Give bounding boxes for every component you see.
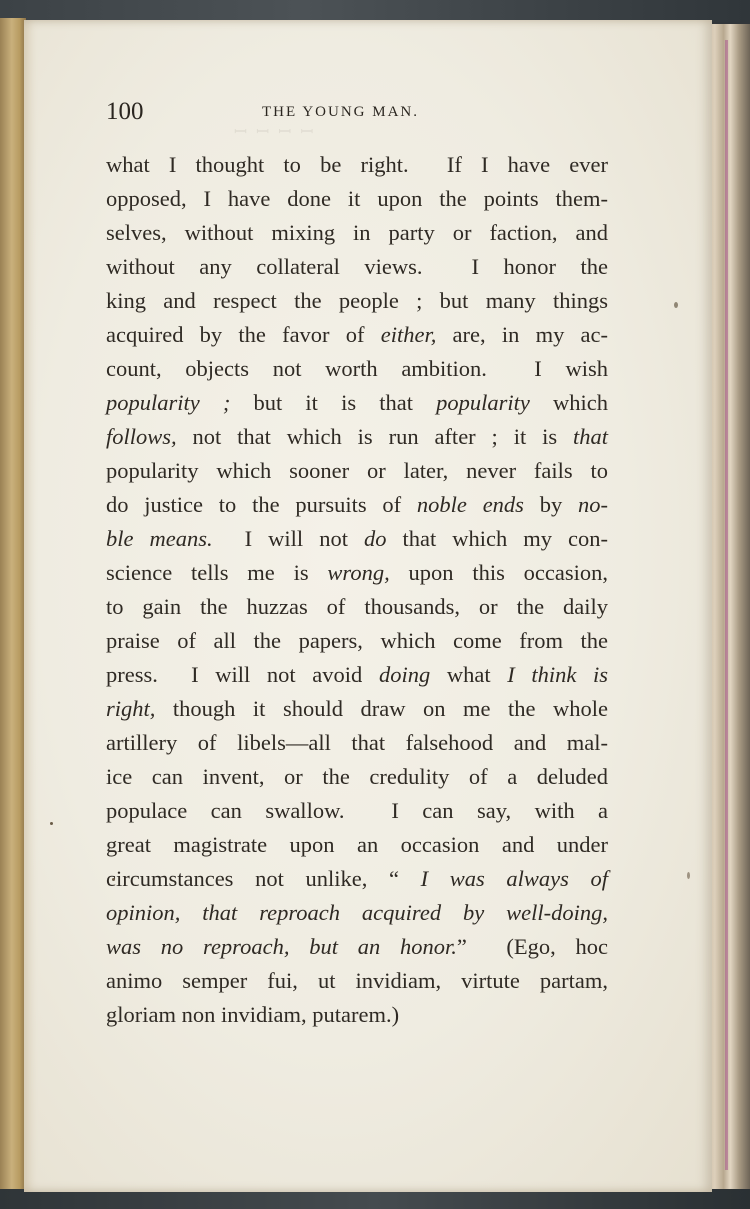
italic-text: either, bbox=[380, 322, 437, 347]
text-line bbox=[106, 284, 608, 318]
text-line bbox=[106, 182, 608, 216]
text-line bbox=[106, 420, 608, 454]
text-segment: what I thought to be right. If I have ever bbox=[106, 152, 608, 177]
italic-text: noble ends bbox=[416, 492, 524, 517]
italic-text: opinion, that reproach acquired by well-doing, bbox=[106, 900, 608, 925]
italic-text: popularity bbox=[436, 390, 530, 415]
page-number: 100 bbox=[106, 98, 144, 125]
italic-text: do bbox=[363, 526, 387, 551]
text-segment: acquired by the favor of bbox=[106, 322, 381, 347]
text-segment: count, objects not worth ambition. I wish bbox=[106, 356, 608, 381]
italic-text: wrong, bbox=[327, 560, 390, 585]
book-binding bbox=[0, 18, 26, 1193]
italic-text: no- bbox=[578, 492, 608, 517]
paper-speck bbox=[674, 302, 678, 308]
paper-speck bbox=[50, 822, 53, 825]
page-edges bbox=[706, 24, 750, 1190]
text-segment: ice can invent, or the credulity of a deluded bbox=[106, 764, 608, 789]
text-segment: not that which is run after ; it is bbox=[176, 424, 573, 449]
italic-text: I think is bbox=[507, 662, 608, 687]
show-through-text: ꟷ ꟷ ꟷ ꟷ bbox=[234, 122, 316, 141]
text-segment: which bbox=[529, 390, 608, 415]
text-segment: that which my con- bbox=[386, 526, 608, 551]
text-segment: gloriam non invidiam, putarem.) bbox=[106, 1002, 400, 1027]
text-segment: great magistrate upon an occasion and under bbox=[106, 832, 608, 857]
text-line bbox=[106, 318, 608, 352]
text-line bbox=[106, 862, 608, 896]
text-segment: are, in my ac- bbox=[436, 322, 609, 347]
text-line bbox=[106, 590, 608, 624]
cover-top-edge bbox=[0, 0, 750, 22]
text-line bbox=[106, 216, 608, 250]
text-segment: press. I will not avoid bbox=[106, 662, 379, 687]
text-segment: circumstances not unlike, “ bbox=[106, 866, 421, 891]
italic-text: follows, bbox=[106, 424, 177, 449]
text-segment: opposed, I have done it upon the points them- bbox=[106, 186, 608, 211]
text-segment: animo semper fui, ut invidiam, virtute partam, bbox=[106, 968, 608, 993]
text-line bbox=[106, 964, 608, 998]
text-segment: selves, without mixing in party or faction, and bbox=[106, 220, 608, 245]
text-segment: do justice to the pursuits of bbox=[106, 492, 417, 517]
text-segment: ” (Ego, hoc bbox=[456, 934, 608, 959]
italic-text: I was always of bbox=[420, 866, 609, 891]
text-line bbox=[106, 352, 608, 386]
italic-text: popularity ; bbox=[106, 390, 231, 415]
text-line bbox=[106, 556, 608, 590]
italic-text: right, bbox=[106, 696, 156, 721]
italic-text: that bbox=[572, 424, 608, 449]
italic-text: was no reproach, but an honor. bbox=[106, 934, 457, 959]
paper-speck bbox=[687, 872, 690, 879]
text-line bbox=[106, 930, 608, 964]
text-line bbox=[106, 454, 608, 488]
text-line bbox=[106, 828, 608, 862]
body-text bbox=[106, 148, 608, 1032]
page-header bbox=[106, 98, 626, 128]
text-segment: praise of all the papers, which come from the bbox=[106, 628, 608, 653]
italic-text: ble means. bbox=[106, 526, 213, 551]
text-line bbox=[106, 794, 608, 828]
text-line bbox=[106, 896, 608, 930]
text-line bbox=[106, 386, 608, 420]
text-segment: science tells me is bbox=[106, 560, 328, 585]
text-segment: by bbox=[523, 492, 578, 517]
text-segment: artillery of libels—all that falsehood and mal- bbox=[106, 730, 608, 755]
text-segment: without any collateral views. I honor the bbox=[106, 254, 608, 279]
text-segment: popularity which sooner or later, never fails to bbox=[106, 458, 608, 483]
text-line bbox=[106, 692, 608, 726]
text-line bbox=[106, 760, 608, 794]
text-line bbox=[106, 658, 608, 692]
cover-bottom-edge bbox=[0, 1189, 750, 1209]
running-head: THE YOUNG MAN. bbox=[262, 104, 420, 120]
text-line bbox=[106, 148, 608, 182]
text-segment: king and respect the people ; but many things bbox=[106, 288, 608, 313]
text-line bbox=[106, 726, 608, 760]
text-segment: but it is that bbox=[230, 390, 437, 415]
text-line bbox=[106, 998, 608, 1032]
text-segment: populace can swallow. I can say, with a bbox=[106, 798, 608, 823]
page-edge-tint bbox=[725, 40, 728, 1170]
text-segment: what bbox=[430, 662, 508, 687]
text-segment: though it should draw on me the whole bbox=[155, 696, 608, 721]
text-line bbox=[106, 488, 608, 522]
text-segment: I will not bbox=[212, 526, 364, 551]
italic-text: doing bbox=[378, 662, 431, 687]
text-segment: upon this occasion, bbox=[389, 560, 608, 585]
text-line bbox=[106, 250, 608, 284]
text-line bbox=[106, 522, 608, 556]
text-line bbox=[106, 624, 608, 658]
text-segment: to gain the huzzas of thousands, or the daily bbox=[106, 594, 608, 619]
